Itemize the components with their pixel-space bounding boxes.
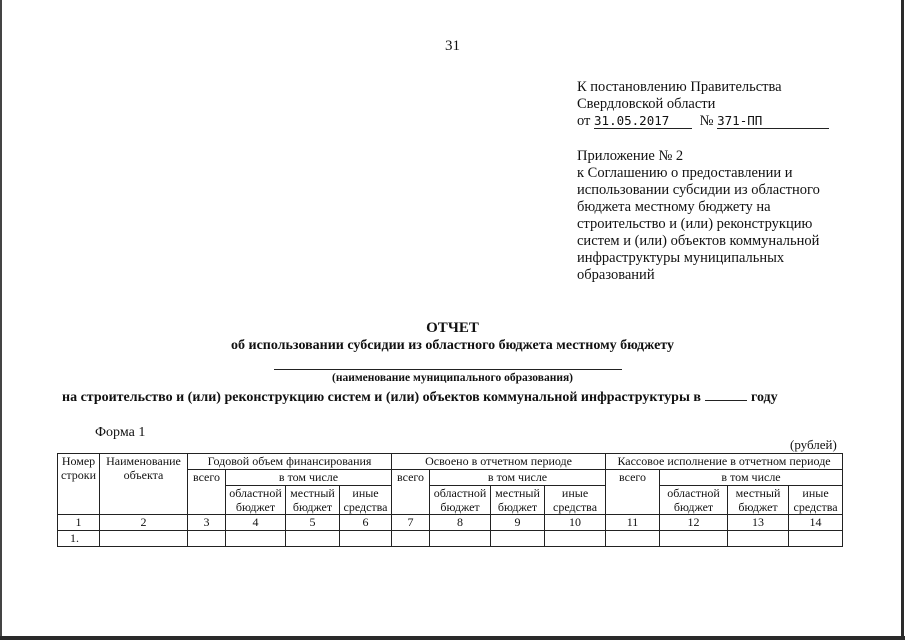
resolution-number: 371-ПП — [717, 114, 829, 129]
appendix-line: бюджета местному бюджету на — [577, 199, 771, 215]
municipality-name-label: (наименование муниципального образования) — [331, 372, 573, 384]
header-local-budget: местный бюджет — [491, 486, 545, 515]
header-regional-budget: областной бюджет — [226, 486, 286, 515]
header-including: в том числе — [226, 470, 392, 486]
municipality-name-blank — [274, 369, 622, 370]
date-prefix: от — [577, 113, 591, 129]
table-cell — [430, 531, 491, 547]
appendix-title: Приложение № 2 — [577, 148, 684, 164]
header-cash-execution: Кассовое исполнение в отчетном периоде — [606, 454, 843, 470]
column-number: 1 — [58, 515, 100, 531]
resolution-line-1: К постановлению Правительства — [577, 79, 782, 95]
report-subtitle: об использовании субсидии из областного бюджета местному бюджету — [231, 338, 674, 353]
resolution-date: 31.05.2017 — [594, 114, 692, 129]
table-cell — [545, 531, 606, 547]
column-number: 4 — [226, 515, 286, 531]
table-cell — [226, 531, 286, 547]
column-number: 11 — [606, 515, 660, 531]
column-number-row — [58, 515, 843, 531]
resolution-line-2: Свердловской области — [577, 96, 716, 112]
table-cell — [660, 531, 728, 547]
report-title: ОТЧЕТ — [426, 320, 479, 336]
table-cell — [491, 531, 545, 547]
column-number: 14 — [789, 515, 843, 531]
appendix-line: инфраструктуры муниципальных — [577, 250, 785, 266]
header-annual-financing: Годовой объем финансирования — [188, 454, 392, 470]
resolution-reference — [577, 79, 829, 130]
column-number: 10 — [545, 515, 606, 531]
column-number: 13 — [728, 515, 789, 531]
table-cell — [392, 531, 430, 547]
table-cell — [188, 531, 226, 547]
page-edge-bottom — [0, 636, 905, 640]
header-other-funds: иные средства — [545, 486, 606, 515]
year-blank — [705, 388, 747, 401]
header-regional-budget: областной бюджет — [660, 486, 728, 515]
purpose-text: на строительство и (или) реконструкцию систем и (или) объектов коммунальной инфраструктуры в — [62, 390, 701, 405]
report-table — [57, 453, 843, 547]
column-number: 2 — [100, 515, 188, 531]
page-number: 31 — [445, 38, 460, 54]
header-total: всего — [606, 470, 660, 515]
column-number: 6 — [340, 515, 392, 531]
table-cell — [286, 531, 340, 547]
table-row — [58, 531, 843, 547]
resolution-date-line — [577, 113, 829, 130]
table-cell — [340, 531, 392, 547]
header-object-name: Наименование объекта — [100, 454, 188, 515]
header-total: всего — [188, 470, 226, 515]
header-local-budget: местный бюджет — [286, 486, 340, 515]
column-number: 12 — [660, 515, 728, 531]
table-cell — [606, 531, 660, 547]
report-purpose — [62, 388, 778, 406]
header-mastered: Освоено в отчетном периоде — [392, 454, 606, 470]
table-cell — [789, 531, 843, 547]
table-cell — [100, 531, 188, 547]
row-number: 1. — [58, 531, 100, 547]
header-including: в том числе — [660, 470, 843, 486]
header-including: в том числе — [430, 470, 606, 486]
header-other-funds: иные средства — [789, 486, 843, 515]
purpose-year-word: году — [750, 390, 778, 405]
header-other-funds: иные средства — [340, 486, 392, 515]
column-number: 5 — [286, 515, 340, 531]
appendix-block — [577, 148, 847, 284]
column-number: 8 — [430, 515, 491, 531]
column-number: 9 — [491, 515, 545, 531]
appendix-line: использовании субсидии из областного — [577, 182, 820, 198]
column-number: 7 — [392, 515, 430, 531]
number-prefix: № — [699, 113, 714, 129]
appendix-line: к Соглашению о предоставлении и — [577, 165, 793, 181]
column-number: 3 — [188, 515, 226, 531]
header-local-budget: местный бюджет — [728, 486, 789, 515]
appendix-line: систем и (или) объектов коммунальной — [577, 233, 820, 249]
header-row-number: Номер строки — [58, 454, 100, 515]
table-cell — [728, 531, 789, 547]
unit-label: (рублей) — [790, 437, 837, 452]
form-label: Форма 1 — [95, 425, 146, 440]
header-regional-budget: областной бюджет — [430, 486, 491, 515]
appendix-line: строительство и (или) реконструкцию — [577, 216, 813, 232]
appendix-line: образований — [577, 267, 655, 283]
header-total: всего — [392, 470, 430, 515]
